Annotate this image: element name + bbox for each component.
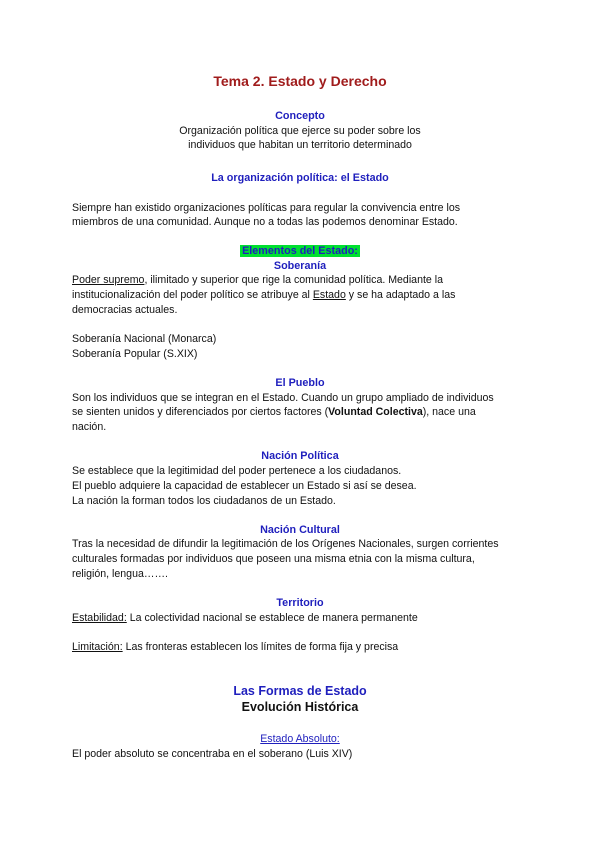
organizacion-heading: La organización política: el Estado [211, 172, 389, 184]
estado-absoluto-wrap [0, 733, 600, 745]
evolucion-heading: Evolución Histórica [241, 700, 359, 714]
territorio-limitacion: Limitación: Las fronteras establecen los límites de forma fija y precisa [72, 641, 399, 653]
voluntad-colectiva: Voluntad Colectiva [328, 406, 423, 418]
soberania-line-2: institucionalización del poder político se atribuye al Estado y se ha adaptado a las [72, 289, 456, 301]
poder-supremo-term: Poder supremo [72, 274, 145, 286]
territorio-estabilidad: Estabilidad: La colectividad nacional se establece de manera permanente [72, 612, 418, 624]
limitacion-term: Limitación: [72, 641, 123, 653]
territorio-heading: Territorio [276, 597, 324, 609]
nacion-politica-line-2: El pueblo adquiere la capacidad de establecer un Estado si así se desea. [72, 480, 417, 492]
pueblo-line-1: Son los individuos que se integran en el Estado. Cuando un grupo ampliado de individuos [72, 392, 494, 404]
soberania-line-1: Poder supremo, ilimitado y superior que rige la comunidad política. Mediante la [72, 274, 443, 286]
nacion-cultural-line-1: Tras la necesidad de difundir la legitimación de los Orígenes Nacionales, surgen corrientes [72, 538, 499, 550]
nacion-politica-line-1: Se establece que la legitimidad del poder pertenece a los ciudadanos. [72, 465, 402, 477]
page-title: Tema 2. Estado y Derecho [213, 73, 387, 89]
concepto-line-2: individuos que habitan un territorio determinado [188, 139, 412, 151]
nacion-cultural-line-2: culturales formadas por individuos que poseen una misma etnia con la misma cultura, [72, 553, 475, 565]
organizacion-line-1: Siempre han existido organizaciones políticas para regular la convivencia entre los [72, 202, 461, 214]
soberania-line-3: democracias actuales. [72, 304, 178, 316]
pueblo-heading: El Pueblo [275, 377, 325, 389]
concepto-line-1: Organización política que ejerce su poder sobre los [179, 125, 421, 137]
nacion-politica-line-3: La nación la forman todos los ciudadanos de un Estado. [72, 495, 336, 507]
estabilidad-term: Estabilidad: [72, 612, 127, 624]
nacion-politica-heading: Nación Política [261, 450, 339, 462]
pueblo-line-3: nación. [72, 421, 107, 433]
estado-absoluto-text: El poder absoluto se concentraba en el soberano (Luis XIV) [72, 748, 353, 760]
soberania-popular: Soberanía Popular (S.XIX) [72, 348, 198, 360]
formas-heading: Las Formas de Estado [233, 684, 367, 698]
concepto-heading: Concepto [275, 110, 325, 122]
nacion-cultural-heading: Nación Cultural [260, 524, 340, 536]
estado-term: Estado [312, 289, 346, 301]
soberania-heading: Soberanía [273, 260, 327, 272]
soberania-nacional: Soberanía Nacional (Monarca) [72, 333, 217, 345]
elementos-heading-wrap [0, 245, 600, 257]
elementos-heading: Elementos del Estado: [242, 245, 358, 257]
estado-absoluto-link[interactable]: Estado Absoluto: [260, 733, 340, 745]
organizacion-line-2: miembros de una comunidad. Aunque no a todas las podemos denominar Estado. [72, 216, 458, 228]
pueblo-line-2: se sienten unidos y diferenciados por ciertos factores (Voluntad Colectiva), nace una [72, 406, 476, 418]
nacion-cultural-line-3: religión, lengua……. [72, 568, 168, 580]
